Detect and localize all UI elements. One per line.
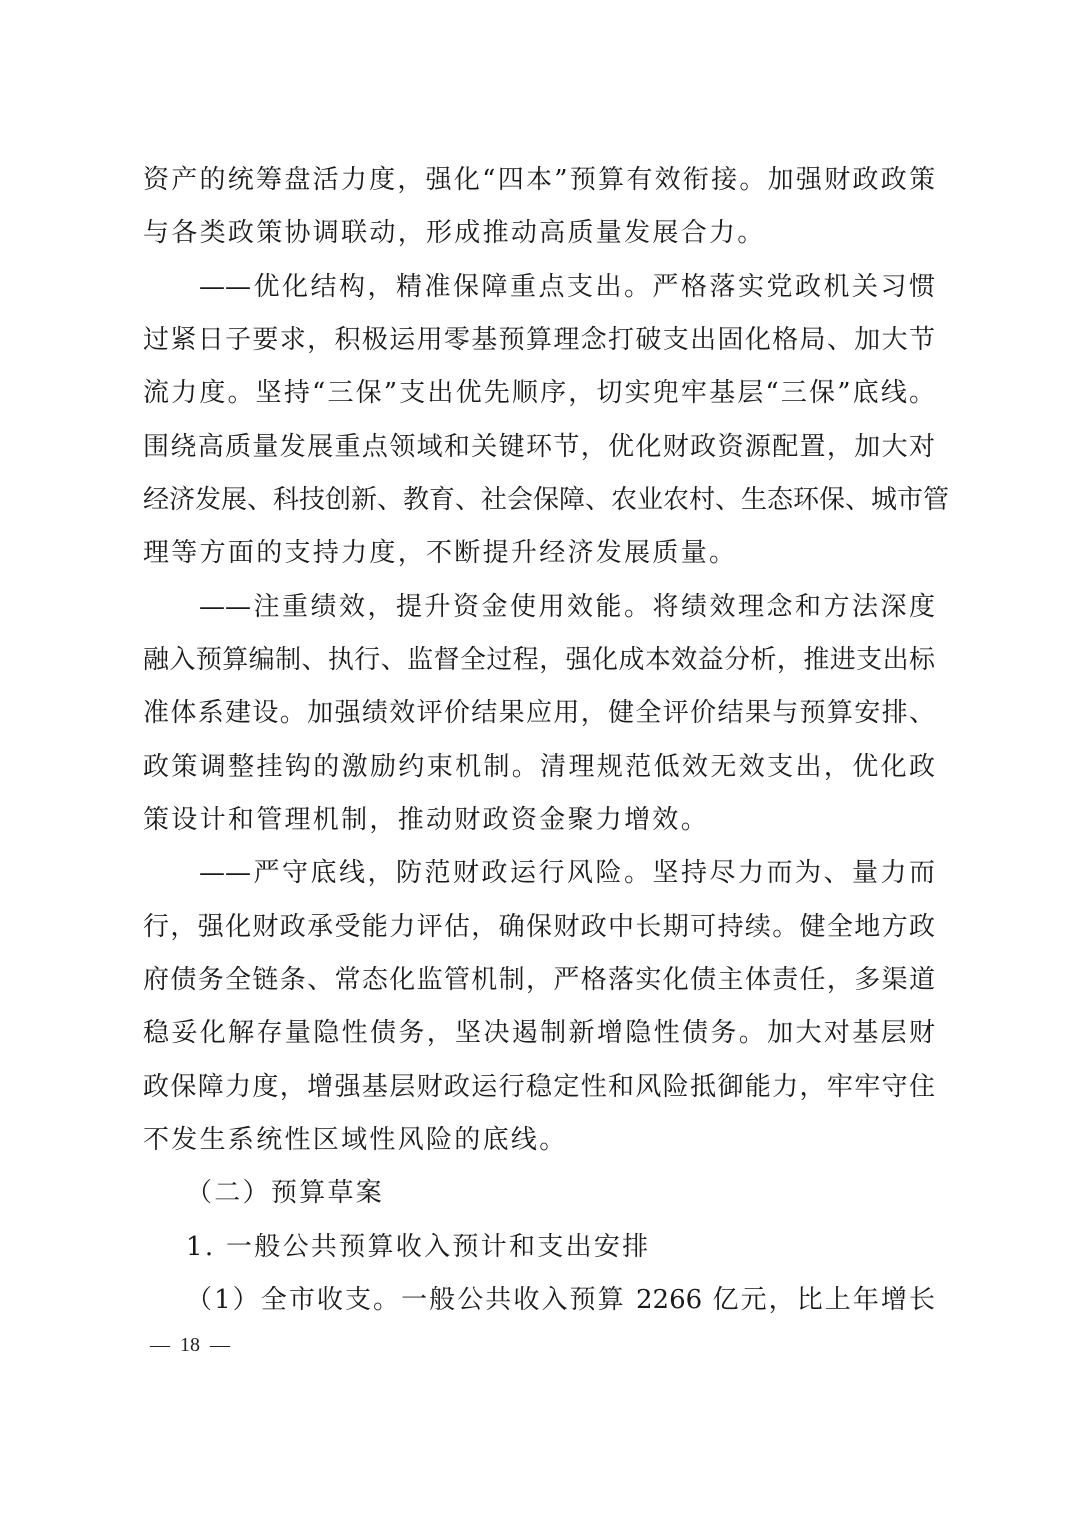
section-heading: （二）预算草案 [186, 1178, 385, 1208]
paragraph-first-line: ——注重绩效，提升资金使用效能。将绩效理念和方法深度 [199, 592, 935, 622]
text-line: 经济发展、科技创新、教育、社会保障、农业农村、生态环保、城市管 [143, 485, 950, 515]
text-line: 策设计和管理机制，推动财政资金聚力增效。 [143, 805, 710, 835]
text-line: 流力度。坚持“三保”支出优先顺序，切实兜牢基层“三保”底线。 [143, 378, 935, 408]
text-line: 过紧日子要求，积极运用零基预算理念打破支出固化格局、加大节 [143, 325, 935, 355]
text-line: 政保障力度，增强基层财政运行稳定性和风险抵御能力，牢牢守住 [143, 1072, 935, 1102]
text-line: 理等方面的支持力度，不断提升经济发展质量。 [143, 538, 738, 568]
text-line: 准体系建设。加强绩效评价结果应用，健全评价结果与预算安排、 [143, 698, 935, 728]
page-number: — 18 — [150, 1334, 230, 1356]
text-line: 与各类政策协调联动，形成推动高质量发展合力。 [143, 218, 766, 248]
subsection-heading: 1. 一般公共预算收入预计和支出安排 [186, 1232, 651, 1262]
paragraph-first-line: ——优化结构，精准保障重点支出。严格落实党政机关习惯 [199, 272, 935, 302]
paragraph-first-line: （1）全市收支。一般公共收入预算 2266 亿元，比上年增长 [186, 1285, 935, 1315]
text-line: 稳妥化解存量隐性债务，坚决遏制新增隐性债务。加大对基层财 [143, 1018, 935, 1048]
text-line: 围绕高质量发展重点领域和关键环节，优化财政资源配置，加大对 [143, 432, 935, 462]
text-line: 政策调整挂钩的激励约束机制。清理规范低效无效支出，优化政 [143, 752, 935, 782]
paragraph-first-line: ——严守底线，防范财政运行风险。坚持尽力而为、量力而 [199, 858, 935, 888]
text-line: 行，强化财政承受能力评估，确保财政中长期可持续。健全地方政 [143, 912, 935, 942]
text-line: 资产的统筹盘活力度，强化“四本”预算有效衔接。加强财政政策 [143, 165, 935, 195]
text-line: 不发生系统性区域性风险的底线。 [143, 1125, 568, 1155]
text-line: 融入预算编制、执行、监督全过程，强化成本效益分析，推进支出标 [143, 645, 935, 675]
text-line: 府债务全链条、常态化监管机制，严格落实化债主体责任，多渠道 [143, 965, 935, 995]
